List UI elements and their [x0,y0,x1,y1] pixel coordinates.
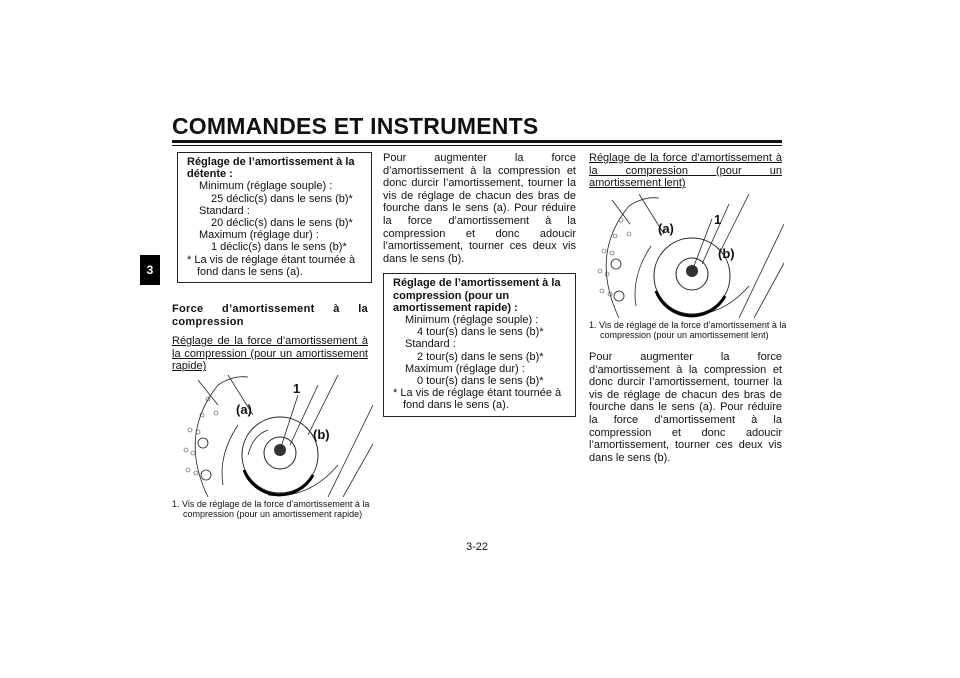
title-rule [172,140,782,143]
column-2 [383,152,576,417]
max-label: Maximum (réglage dur) : [405,362,525,375]
section-heading: Force d’amortissement à la compression [172,303,368,329]
label-b: (b) [313,426,330,442]
title-rule-thin [172,145,782,146]
column-1 [172,152,372,520]
label-1: 1 [293,380,301,396]
rebound-damping-box [177,152,372,283]
std-value: 20 déclic(s) dans le sens (b)* [211,217,353,230]
label-a: (a) [658,220,674,236]
box-heading: Réglage de l’amortissement à la détente : [187,156,355,181]
page-title: COMMANDES ET INSTRUMENTS [172,113,539,139]
subheading-fast: Réglage de la force d’amortissement à la compression (pour un amortissement rapide) [172,335,368,373]
section-tab: 3 [140,255,160,285]
fork-illustration-fast [178,375,373,497]
label-b: (b) [718,245,735,261]
column-3 [589,152,787,464]
paragraph-fast: Pour augmenter la force d’amortissement à la compression et donc durcir l’amortissement, tourner la vis de réglage de chacun des bras de fourche dans le sens (a). Pour réduire la force d’amortissement à la compression et donc adoucir l’amortissement, tourner ces deux vis dans le sens (b). [383,152,576,265]
max-value: 0 tour(s) dans le sens (b)* [417,374,544,387]
figure-caption-fast: 1. Vis de réglage de la force d’amortissement à la compression (pour un amortissement rapide) [172,498,370,520]
label-1: 1 [714,211,722,227]
min-value: 4 tour(s) dans le sens (b)* [417,326,544,339]
std-label: Standard : [405,338,456,351]
min-label: Minimum (réglage souple) : [405,313,539,326]
figure-caption-slow: 1. Vis de réglage de la force d’amortissement à la compression (pour un amortissement lent) [589,319,787,341]
label-a: (a) [236,401,252,417]
min-value: 25 déclic(s) dans le sens (b)* [211,192,353,205]
fork-illustration-slow [594,194,784,318]
page-number: 3-22 [466,541,489,553]
min-label: Minimum (réglage souple) : [199,180,333,193]
paragraph-slow: Pour augmenter la force d’amortissement à la compression et donc durcir l’amortissement, tourner la vis de réglage de chacun des bras de fourche dans le sens (a). Pour réduire la force d’amortissement à la compression et donc adoucir l’amortissement, tourner ces deux vis dans le sens (b). [589,350,782,464]
compression-fast-box [383,273,576,416]
box-note: * La vis de réglage étant tournée à fond dans le sens (a). [393,387,562,412]
box-note: * La vis de réglage étant tournée à fond dans le sens (a). [187,253,356,278]
max-value: 1 déclic(s) dans le sens (b)* [211,241,347,254]
max-label: Maximum (réglage dur) : [199,229,319,242]
std-label: Standard : [199,204,250,217]
std-value: 2 tour(s) dans le sens (b)* [417,350,544,363]
subheading-slow: Réglage de la force d’amortissement à la compression (pour un amortissement lent) [589,152,782,190]
box-heading: Réglage de l’amortissement à la compression (pour un amortissement rapide) : [393,277,561,314]
